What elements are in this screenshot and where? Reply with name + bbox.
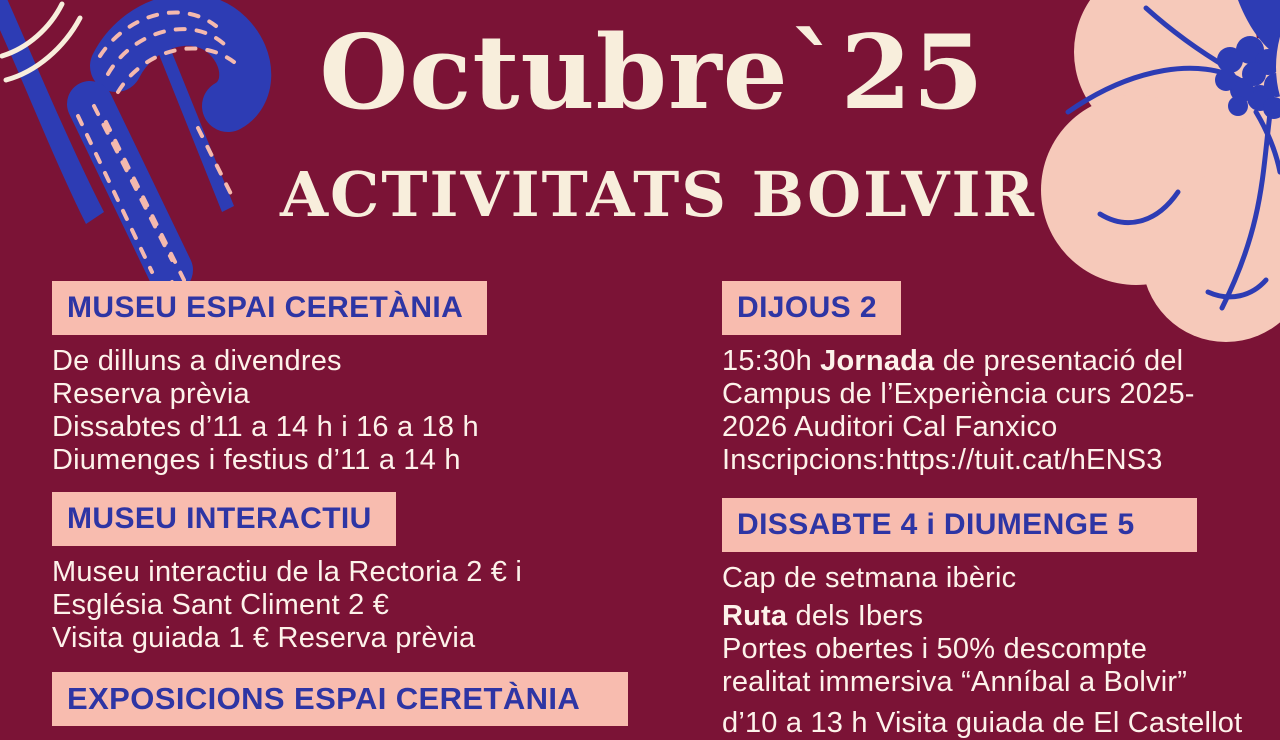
body-line: [722, 600, 1278, 633]
section: [722, 498, 1278, 740]
body-line: [52, 444, 712, 477]
body-line: [722, 444, 1278, 477]
section-paragraph: [722, 707, 1278, 740]
body-line: [52, 589, 712, 622]
text: Cap de setmana ibèric: [722, 562, 1017, 594]
body-line: [722, 562, 1278, 595]
section: [722, 281, 1278, 477]
text: Església Sant Climent 2 €: [52, 589, 390, 621]
left-column: [52, 281, 712, 736]
text: Campus de l’Experiència curs 2025-: [722, 378, 1195, 410]
body-line: [722, 633, 1278, 666]
section: [52, 672, 712, 726]
section-paragraph: [52, 345, 712, 477]
body-line: [52, 378, 712, 411]
text: d’10 a 13 h Visita guiada de El Castellot: [722, 707, 1243, 739]
section-paragraph: [722, 562, 1278, 595]
section: [52, 281, 712, 477]
body-line: [722, 411, 1278, 444]
text: Inscripcions:https://tuit.cat/hENS3: [722, 444, 1163, 476]
body-line: [52, 622, 712, 655]
section-header: EXPOSICIONS ESPAI CERETÀNIA: [52, 672, 628, 726]
text: 2026 Auditori Cal Fanxico: [722, 411, 1058, 443]
section: [52, 492, 712, 655]
section-header: MUSEU ESPAI CERETÀNIA: [52, 281, 487, 335]
bold-text: Ruta: [722, 600, 788, 632]
body-line: [52, 411, 712, 444]
body-line: [722, 378, 1278, 411]
section-header-row: [52, 492, 712, 546]
bold-text: Jornada: [820, 345, 935, 377]
text: Portes obertes i 50% descompte: [722, 633, 1148, 665]
right-column: [722, 281, 1278, 740]
body-line: [52, 345, 712, 378]
section-header-row: [52, 672, 712, 726]
text: Dissabtes d’11 a 14 h i 16 a 18 h: [52, 411, 479, 443]
section-header-row: [722, 281, 1278, 335]
section-header-row: [722, 498, 1278, 552]
text: realitat immersiva “Anníbal a Bolvir”: [722, 666, 1188, 698]
section-header-row: [52, 281, 712, 335]
section-header: DIJOUS 2: [722, 281, 901, 335]
text: de presentació del: [934, 345, 1184, 377]
body-line: [722, 666, 1278, 699]
text: Visita guiada 1 € Reserva prèvia: [52, 622, 476, 654]
poster-subtitle: ACTIVITATS BOLVIR: [279, 158, 1037, 231]
body-line: [52, 556, 712, 589]
poster-title: Octubre`25: [319, 13, 985, 133]
body-line: [722, 707, 1278, 740]
section-header: DISSABTE 4 i DIUMENGE 5: [722, 498, 1197, 552]
text: 15:30h: [722, 345, 821, 377]
section-paragraph: [52, 556, 712, 655]
body-line: [722, 345, 1278, 378]
section-paragraph: [722, 600, 1278, 699]
text: dels Ibers: [787, 600, 924, 632]
text: Museu interactiu de la Rectoria 2 € i: [52, 556, 523, 588]
text: De dilluns a divendres: [52, 345, 342, 377]
section-paragraph: [722, 345, 1278, 477]
section-header: MUSEU INTERACTIU: [52, 492, 396, 546]
text: Reserva prèvia: [52, 378, 250, 410]
text: Diumenges i festius d’11 a 14 h: [52, 444, 461, 476]
